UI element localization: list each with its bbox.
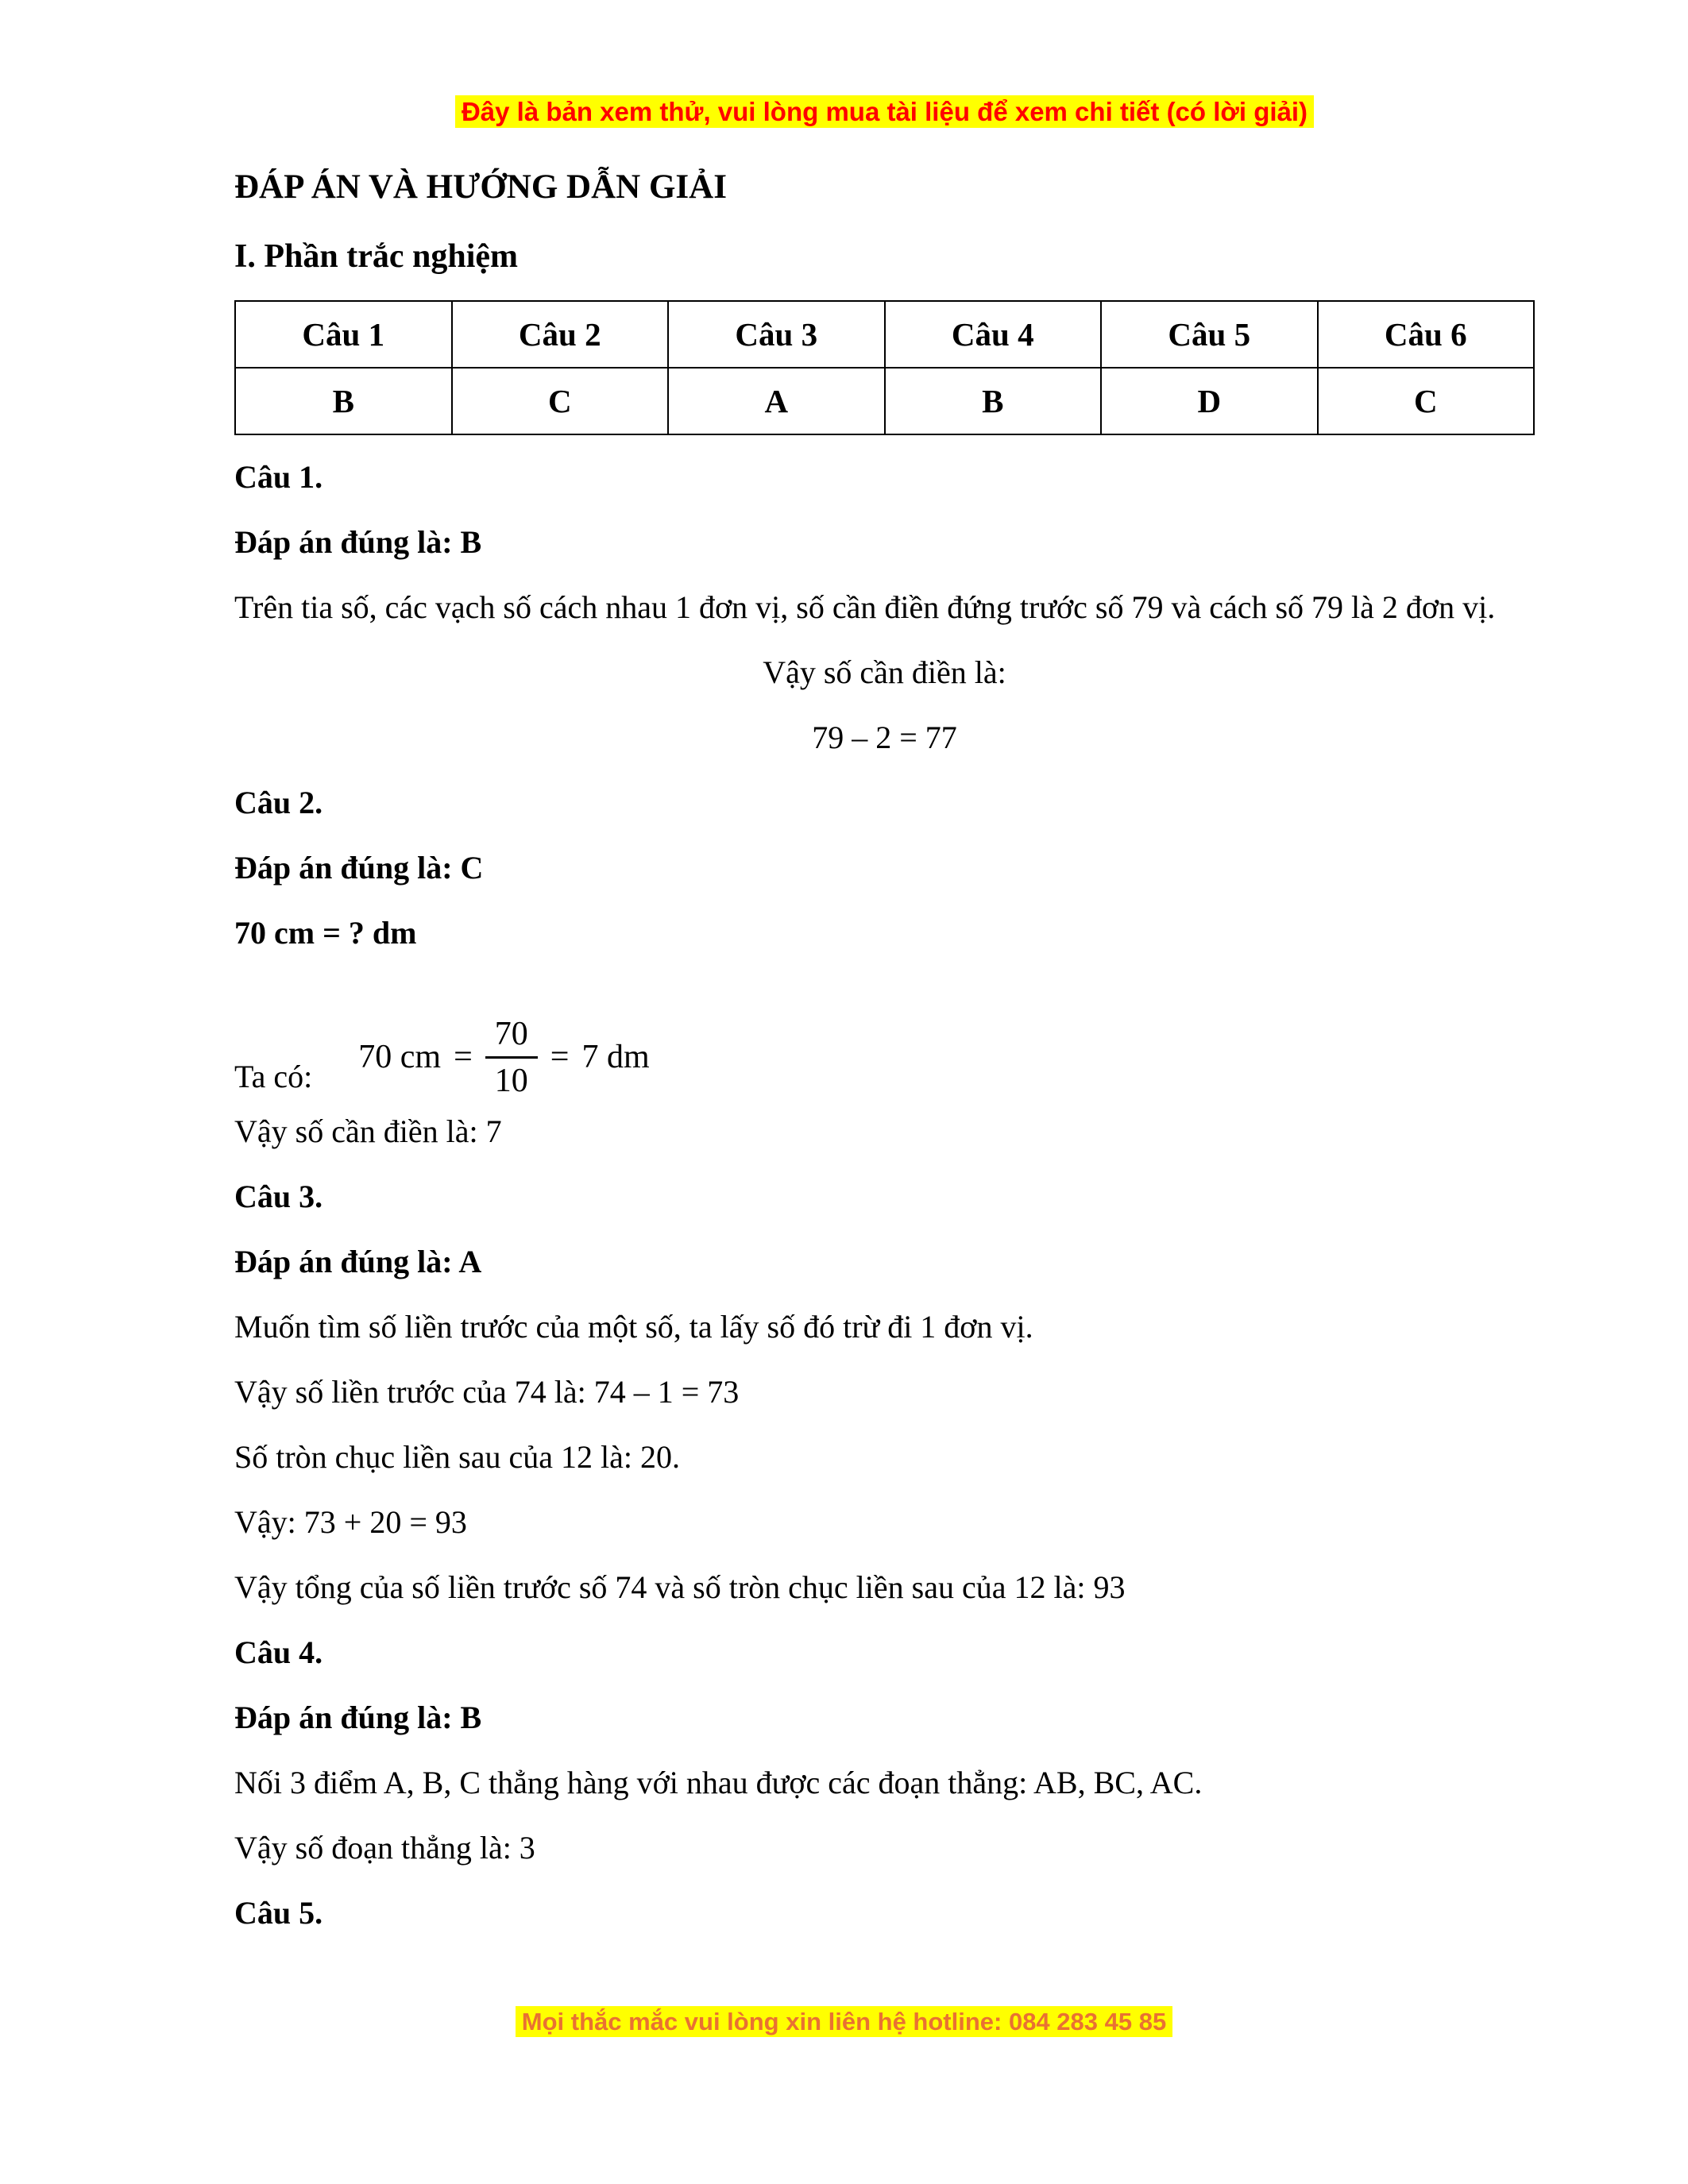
question-2-problem: 70 cm = ? dm: [234, 915, 417, 951]
question-2-conclusion: Vậy số cần điền là: 7: [234, 1113, 502, 1149]
hotline-text: Mọi thắc mắc vui lòng xin liên hệ hotline: 084 283 45 85: [516, 2006, 1172, 2037]
answer-table-answer-cell: B: [235, 368, 452, 434]
question-2-formula-lead: Ta có:: [234, 1059, 313, 1094]
question-1-center-line-2: 79 – 2 = 77: [812, 720, 957, 755]
question-4-answer: Đáp án đúng là: B: [234, 1700, 482, 1735]
question-4-line: Nối 3 điểm A, B, C thẳng hàng với nhau được các đoạn thẳng: AB, BC, AC.: [234, 1765, 1203, 1800]
answer-table-header-cell: Câu 1: [235, 301, 452, 368]
question-1-answer: Đáp án đúng là: B: [234, 524, 482, 560]
question-3-answer: Đáp án đúng là: A: [234, 1244, 482, 1279]
question-3-line: Số tròn chục liền sau của 12 là: 20.: [234, 1439, 680, 1475]
answer-table-answer-cell: A: [668, 368, 885, 434]
answer-table-header-cell: Câu 3: [668, 301, 885, 368]
answer-table-header-cell: Câu 5: [1101, 301, 1318, 368]
question-4-line: Vậy số đoạn thẳng là: 3: [234, 1830, 535, 1866]
question-2-formula: [358, 1016, 649, 1099]
formula-fraction-numerator: 70: [494, 1015, 528, 1052]
hotline-banner: [0, 2005, 1688, 2039]
section-heading: I. Phần trắc nghiệm: [234, 238, 518, 275]
preview-notice-text: Đây là bản xem thử, vui lòng mua tài liệu để xem chi tiết (có lời giải): [455, 95, 1314, 128]
question-2-block: [234, 770, 1535, 1164]
formula-fraction-denominator: 10: [485, 1056, 538, 1099]
answer-table-header-cell: Câu 2: [452, 301, 669, 368]
answer-table-answer-cell: D: [1101, 368, 1318, 434]
answer-table-answer-cell: C: [1318, 368, 1535, 434]
answer-table-header-row: [235, 301, 1534, 368]
question-2-formula-row: [234, 966, 1535, 1099]
answer-table-header-cell: Câu 6: [1318, 301, 1535, 368]
formula-rhs: 7 dm: [581, 1039, 650, 1076]
question-4-heading: Câu 4.: [234, 1634, 323, 1670]
answer-table-answer-row: [235, 368, 1534, 434]
question-2-heading: Câu 2.: [234, 785, 323, 820]
question-1-explanation: Trên tia số, các vạch số cách nhau 1 đơn vị, số cần điền đứng trước số 79 và cách số 79 là 2 đơn vị.: [234, 589, 1496, 625]
question-1-center-line-1: Vậy số cần điền là:: [763, 654, 1006, 690]
question-4-block: [234, 1620, 1535, 1881]
formula-equals-sign-2: =: [550, 1039, 570, 1076]
question-5-block: [234, 1881, 1535, 1946]
formula-fraction: [485, 1016, 538, 1099]
preview-notice-banner: [234, 94, 1535, 130]
formula-equals-sign-1: =: [454, 1039, 473, 1076]
question-5-heading: Câu 5.: [234, 1895, 323, 1931]
question-3-heading: Câu 3.: [234, 1179, 323, 1214]
answer-table-header-cell: Câu 4: [885, 301, 1102, 368]
page-title: ĐÁP ÁN VÀ HƯỚNG DẪN GIẢI: [234, 168, 727, 206]
answer-table: [234, 300, 1535, 435]
question-3-line: Vậy tổng của số liền trước số 74 và số tròn chục liền sau của 12 là: 93: [234, 1569, 1126, 1605]
question-3-line: Muốn tìm số liền trước của một số, ta lấy số đó trừ đi 1 đơn vị.: [234, 1309, 1033, 1345]
question-1-heading: Câu 1.: [234, 459, 323, 495]
formula-lhs: 70 cm: [358, 1039, 442, 1076]
question-3-block: [234, 1164, 1535, 1620]
question-2-answer: Đáp án đúng là: C: [234, 850, 484, 886]
answer-table-answer-cell: C: [452, 368, 669, 434]
answer-table-answer-cell: B: [885, 368, 1102, 434]
question-1-block: [234, 445, 1535, 770]
question-3-line: Vậy số liền trước của 74 là: 74 – 1 = 73: [234, 1374, 740, 1410]
question-3-line: Vậy: 73 + 20 = 93: [234, 1504, 467, 1540]
